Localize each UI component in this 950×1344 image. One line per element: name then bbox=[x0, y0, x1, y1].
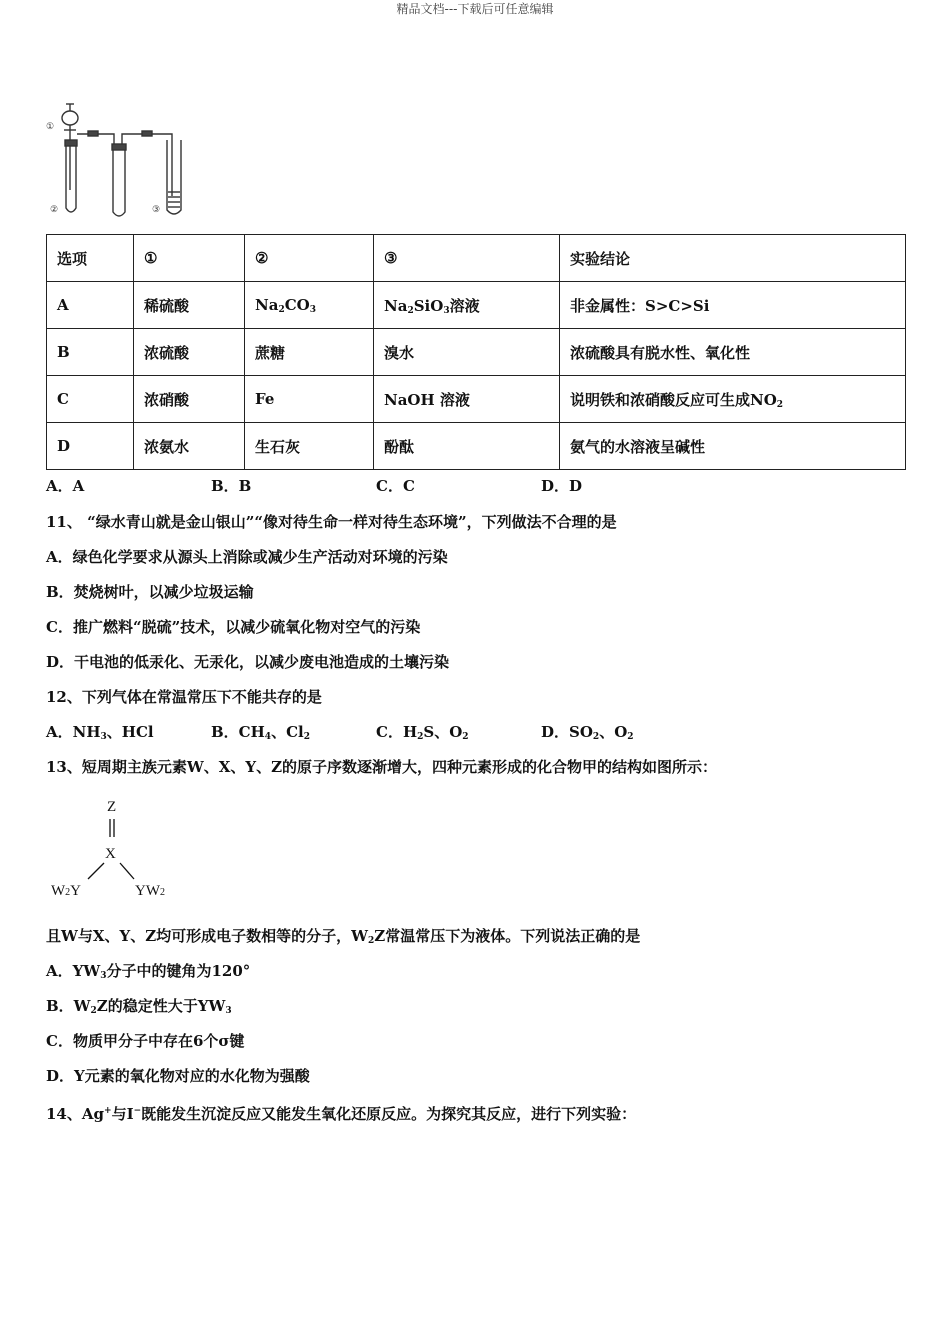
q11-option-b: B．焚烧树叶，以减少垃圾运输 bbox=[46, 583, 254, 601]
q12-option-c: C．$H_2S$、$O_2$ bbox=[376, 723, 469, 742]
table-cell: 说明铁和浓硝酸反应可生成$NO_2$ bbox=[560, 376, 906, 423]
table-cell: 氨气的水溶液呈碱性 bbox=[560, 423, 906, 470]
q13-option-b: B．$W_2Z$的稳定性大于$YW_3$ bbox=[46, 997, 232, 1016]
table-header-row bbox=[47, 235, 906, 282]
table-row bbox=[47, 376, 906, 423]
table-cell: C bbox=[47, 376, 134, 423]
q13-stem2: 且W与X、Y、Z均可形成电子数相等的分子，$W_2Z$常温常压下为液体。下列说法正确的是 bbox=[46, 927, 641, 946]
table-row bbox=[47, 282, 906, 329]
table-cell: 浓硫酸 bbox=[134, 329, 245, 376]
q10-option-a: A．A bbox=[46, 477, 85, 495]
q12-options bbox=[46, 722, 706, 747]
apparatus-label-2: ② bbox=[50, 205, 59, 215]
table-cell: 浓硝酸 bbox=[134, 376, 245, 423]
q11-option-d: D．干电池的低汞化、无汞化，以减少废电池造成的土壤污染 bbox=[46, 653, 450, 671]
q12-option-b: B．$CH_4$、$Cl_2$ bbox=[211, 723, 310, 742]
structure-group-left: W2Y bbox=[51, 883, 82, 899]
q13-option-d: D．Y元素的氧化物对应的水化物为强酸 bbox=[46, 1067, 310, 1085]
table-row bbox=[47, 329, 906, 376]
q11-stem: 11、 “绿水青山就是金山银山”“像对待生命一样对待生态环境”，下列做法不合理的是 bbox=[46, 513, 617, 531]
table-row bbox=[47, 423, 906, 470]
header-cell: ② bbox=[245, 235, 374, 282]
q13-option-a: A．$YW_3$分子中的键角为120° bbox=[46, 962, 251, 981]
apparatus-diagram bbox=[44, 100, 194, 222]
table-cell: 非金属性：S>C>Si bbox=[560, 282, 906, 329]
table-cell: 溴水 bbox=[374, 329, 560, 376]
q10-option-d: D．D bbox=[541, 477, 583, 495]
q12-option-a: A．$NH_3$、HCl bbox=[46, 723, 154, 742]
page-header: 精品文档---下载后可任意编辑 bbox=[396, 2, 554, 16]
q10-options bbox=[46, 476, 706, 496]
table-cell: D bbox=[47, 423, 134, 470]
header-cell: ③ bbox=[374, 235, 560, 282]
apparatus-label-3: ③ bbox=[152, 205, 161, 215]
table-cell: 生石灰 bbox=[245, 423, 374, 470]
q12-stem: 12、下列气体在常温常压下不能共存的是 bbox=[46, 688, 322, 706]
table-cell: 稀硫酸 bbox=[134, 282, 245, 329]
table-cell: 浓硫酸具有脱水性、氧化性 bbox=[560, 329, 906, 376]
table-cell: NaOH 溶液 bbox=[374, 376, 560, 423]
apparatus-label-1: ① bbox=[46, 122, 55, 132]
q12-option-d: D．$SO_2$、$O_2$ bbox=[541, 723, 634, 742]
structure-atom-x: X bbox=[105, 846, 116, 862]
table-cell: 酚酞 bbox=[374, 423, 560, 470]
table-cell: Fe bbox=[245, 376, 374, 423]
q10-option-b: B．B bbox=[211, 477, 252, 495]
header-cell: 选项 bbox=[47, 235, 134, 282]
q14-stem: 14、Ag+与I−既能发生沉淀反应又能发生氧化还原反应。为探究其反应，进行下列实验： bbox=[46, 1105, 637, 1123]
table-cell: 蔗糖 bbox=[245, 329, 374, 376]
q13-option-c: C．物质甲分子中存在6个σ键 bbox=[46, 1032, 245, 1050]
structure-diagram bbox=[48, 795, 178, 905]
table-cell: 浓氨水 bbox=[134, 423, 245, 470]
q13-stem: 13、短周期主族元素W、X、Y、Z的原子序数逐渐增大，四种元素形成的化合物甲的结构如图所示： bbox=[46, 758, 718, 776]
table-cell: A bbox=[47, 282, 134, 329]
q11-option-c: C．推广燃料“脱硫”技术，以减少硫氧化物对空气的污染 bbox=[46, 618, 421, 636]
q11-option-a: A．绿色化学要求从源头上消除或减少生产活动对环境的污染 bbox=[46, 548, 448, 566]
q10-option-c: C．C bbox=[376, 477, 415, 495]
experiment-table bbox=[46, 234, 906, 470]
structure-atom-z: Z bbox=[107, 799, 117, 815]
header-cell: ① bbox=[134, 235, 245, 282]
table-cell: $Na_2SiO_3$溶液 bbox=[374, 282, 560, 329]
header-cell: 实验结论 bbox=[560, 235, 906, 282]
table-cell: $Na_2CO_3$ bbox=[245, 282, 374, 329]
structure-group-right: YW2 bbox=[135, 883, 165, 899]
table-cell: B bbox=[47, 329, 134, 376]
